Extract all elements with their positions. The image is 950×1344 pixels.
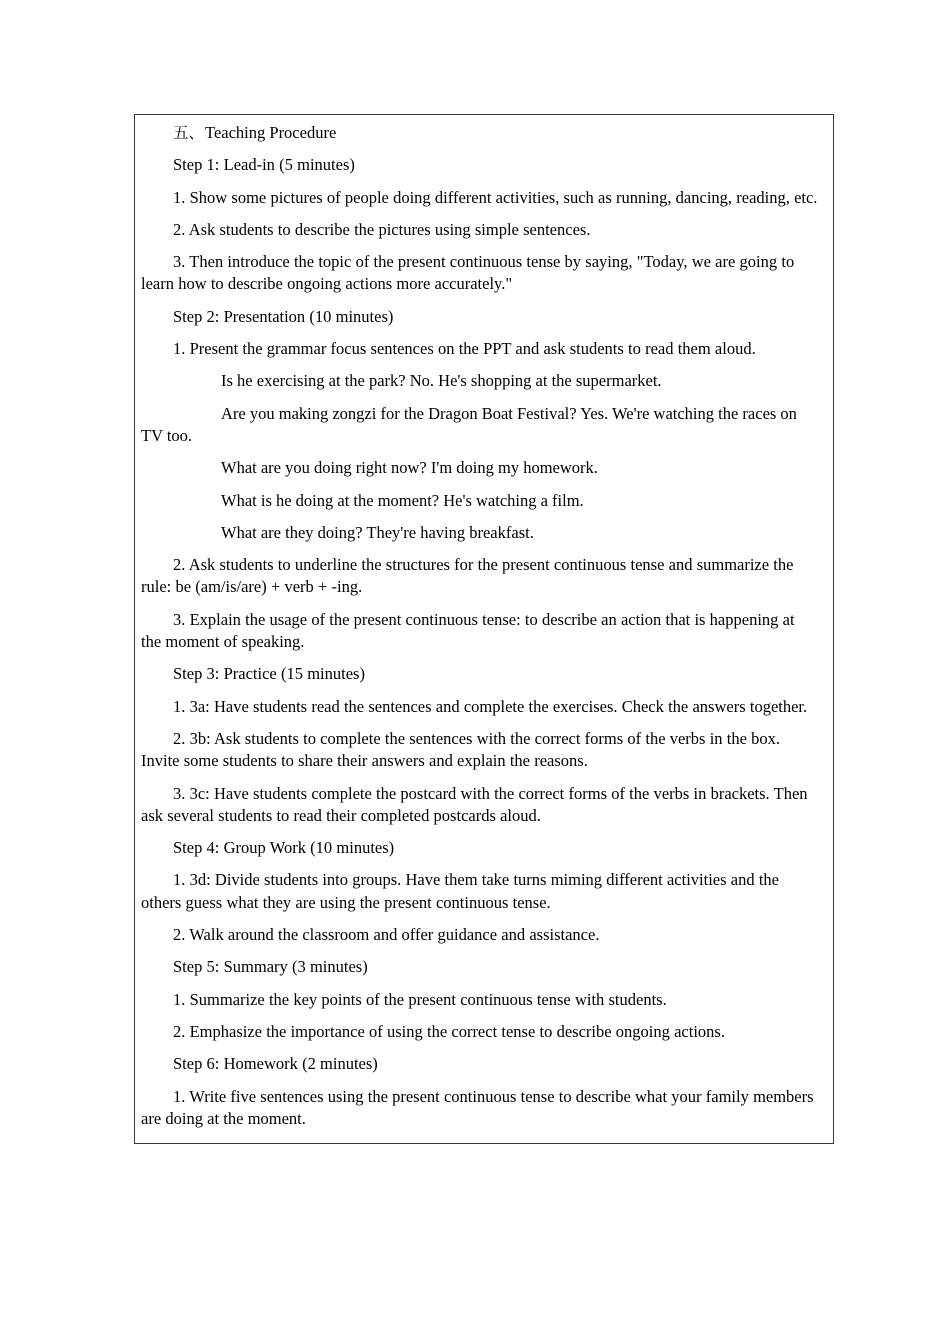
procedure-paragraph: 3. 3c: Have students complete the postcard with the correct forms of the verbs in brackets. Then ask several students to read their completed postcards aloud. [141, 783, 808, 825]
procedure-paragraph: Step 3: Practice (15 minutes) [173, 664, 365, 684]
procedure-paragraph: 1. Summarize the key points of the present continuous tense with students. [173, 989, 667, 1009]
procedure-paragraph: Step 4: Group Work (10 minutes) [173, 838, 395, 858]
procedure-paragraph: 2. Ask students to underline the structures for the present continuous tense and summarize the rule: be (am/is/are) + verb + -ing. [141, 555, 794, 597]
procedure-paragraph: 3. Then introduce the topic of the present continuous tense by saying, "Today, we are going to learn how to describe ongoing actions more accurately." [141, 252, 795, 294]
procedure-paragraph: Step 5: Summary (3 minutes) [173, 957, 368, 977]
procedure-paragraph: Step 6: Homework (2 minutes) [173, 1054, 378, 1074]
example-sentence: What are you doing right now? I'm doing my homework. [221, 458, 598, 478]
procedure-paragraph: 1. Show some pictures of people doing different activities, such as running, dancing, reading, etc. [173, 187, 818, 207]
procedure-paragraph: Step 1: Lead-in (5 minutes) [173, 155, 355, 175]
procedure-paragraph: 2. Ask students to describe the pictures using simple sentences. [173, 219, 591, 239]
procedure-paragraph: 1. 3d: Divide students into groups. Have them take turns miming different activities and the others guess what they are using the present continuous tense. [141, 870, 779, 912]
procedure-paragraph: 2. Emphasize the importance of using the correct tense to describe ongoing actions. [173, 1021, 725, 1041]
example-sentence: What are they doing? They're having breakfast. [221, 522, 534, 542]
example-sentence: What is he doing at the moment? He's watching a film. [221, 490, 584, 510]
example-sentence: Are you making zongzi for the Dragon Boat Festival? Yes. We're watching the races on TV too. [141, 403, 797, 445]
section-separator-cjk: 、 [188, 124, 206, 142]
section-heading [141, 122, 818, 144]
teaching-procedure-content [141, 122, 818, 1130]
procedure-paragraph: 2. 3b: Ask students to complete the sentences with the correct forms of the verbs in the box. Invite some students to share their answers and explain the reasons. [141, 728, 781, 771]
section-number-cjk: 五 [173, 124, 189, 142]
section-title: Teaching Procedure [205, 123, 337, 142]
procedure-paragraph: 1. 3a: Have students read the sentences and complete the exercises. Check the answers together. [173, 696, 808, 716]
procedure-paragraph: 2. Walk around the classroom and offer guidance and assistance. [173, 925, 600, 945]
procedure-paragraph-list [141, 154, 818, 1130]
procedure-paragraph: 3. Explain the usage of the present continuous tense: to describe an action that is happening at the moment of speaking. [141, 609, 795, 652]
procedure-paragraph: Step 2: Presentation (10 minutes) [173, 306, 394, 326]
lesson-plan-table-cell [134, 114, 834, 1144]
example-sentence: Is he exercising at the park? No. He's shopping at the supermarket. [221, 371, 662, 391]
procedure-paragraph: 1. Present the grammar focus sentences on the PPT and ask students to read them aloud. [173, 339, 756, 359]
procedure-paragraph: 1. Write five sentences using the present continuous tense to describe what your family members are doing at the moment. [141, 1086, 814, 1128]
